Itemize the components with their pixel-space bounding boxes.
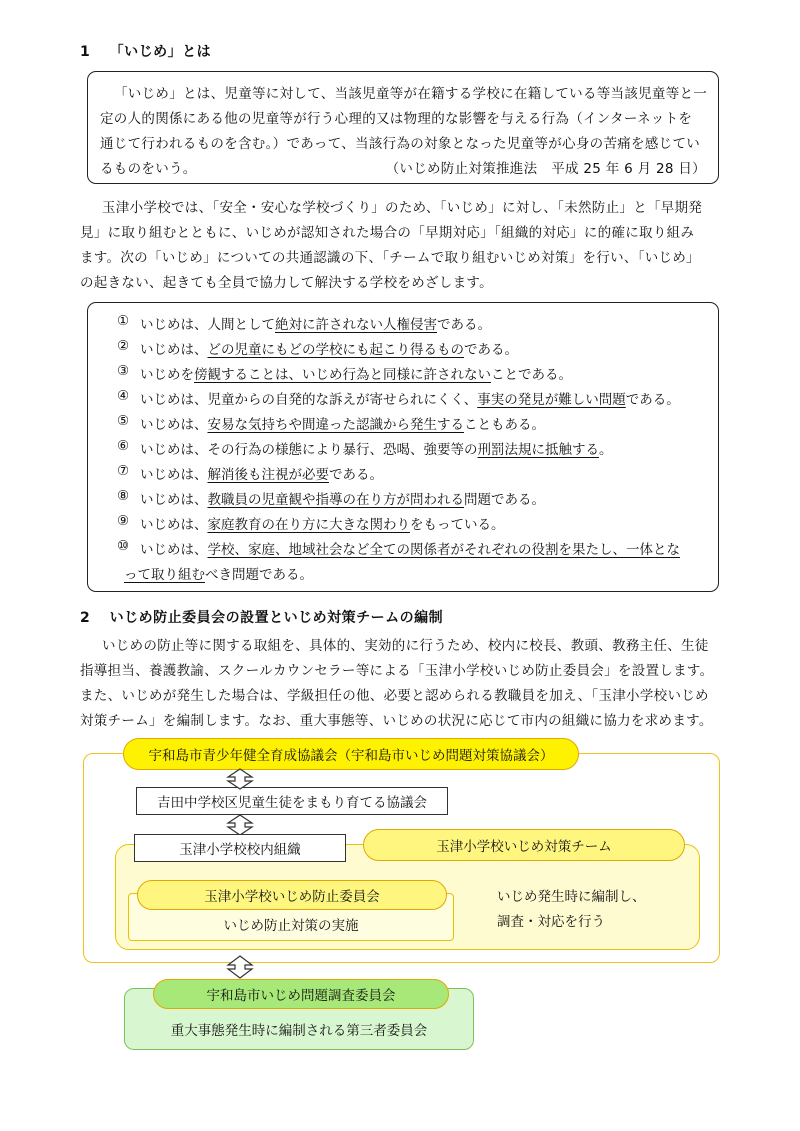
definition-line: 通じて行われるものを含む。）であって、当該行為の対象となった児童等が心身の苦痛を感じてい [100, 136, 701, 152]
item-underline: 解消後も注視が必要 [207, 467, 329, 483]
item-text: いじめは、児童からの自発的な訴えが寄せられにくく、 [140, 392, 478, 408]
item-text: いじめは、 [140, 492, 208, 508]
item-underline: 刑罰法規に抵触する [477, 442, 599, 458]
definition-line: るものをいう。 [100, 161, 197, 177]
item-text: ことである。 [491, 367, 572, 383]
item-number: ② [116, 338, 130, 354]
definition-box [87, 71, 719, 184]
city-committee-note: 重大事態発生時に編制される第三者委員会 [170, 1023, 428, 1039]
section2-line: 対策チーム」を編制します。なお、重大事態等、いじめの状況に応じて市内の組織に協力を求めます。 [80, 713, 713, 729]
item-number: ⑤ [116, 413, 130, 429]
item-text: べき問題である。 [205, 567, 313, 583]
item-number: ⑩ [116, 538, 130, 554]
definition-citation: （いじめ防止対策推進法 平成 25 年 6 月 28 日） [385, 161, 706, 177]
district-council-box: 吉田中学校区児童生徒をまもり育てる協議会 [136, 787, 448, 815]
item-underline: 絶対に許されない人権侵害 [275, 317, 437, 333]
item-text: である。 [329, 467, 383, 483]
intro-line: ます。次の「いじめ」についての共通認識の下、「チームで取り組むいじめ対策」を行い、「いじめ」 [80, 250, 700, 266]
intro-line: 玉津小学校では、「安全・安心な学校づくり」のため、「いじめ」に対し、「未然防止」と「早期発 [102, 200, 703, 216]
item-number: ① [116, 313, 130, 329]
item-text: いじめは、 [140, 342, 208, 358]
item-underline: って取り組む [124, 567, 205, 583]
item-text: いじめは、 [140, 467, 208, 483]
item-text: こともある。 [464, 417, 545, 433]
item-text: いじめは、 [140, 417, 208, 433]
item-text: である。 [464, 342, 518, 358]
team-note: いじめ発生時に編制し、 [497, 889, 646, 905]
item-text: いじめは、 [140, 517, 208, 533]
item-underline: 傍観することは、いじめ行為と同様に許されない [194, 367, 491, 383]
section2-title: いじめ防止委員会の設置といじめ対策チームの編制 [109, 610, 444, 626]
item-underline: 教職員の児童観や指導の在り方が問われる [207, 492, 464, 508]
item-text: である。 [437, 317, 491, 333]
item-text: いじめは、人間として [140, 317, 275, 333]
item-number: ④ [116, 388, 130, 404]
item-number: ⑧ [116, 488, 130, 504]
section1-number: 1 [80, 44, 91, 60]
item-underline: どの児童にもどの学校にも起こり得るもの [207, 342, 464, 358]
definition-line: 定の人的関係にある他の児童等が行う心理的又は物理的な影響を与える行為（インターネットを [100, 111, 693, 127]
item-number: ⑨ [116, 513, 130, 529]
section2-heading [80, 607, 443, 627]
section1-title: 「いじめ」とは [109, 44, 212, 60]
team-pill: 玉津小学校いじめ対策チーム [363, 829, 685, 861]
item-text: いじめは、 [140, 542, 208, 558]
team-note: 調査・対応を行う [497, 914, 605, 930]
double-arrow-icon [222, 768, 258, 790]
committee-pill: 玉津小学校いじめ防止委員会 [137, 880, 447, 910]
section2-line: 指導担当、養護教諭、スクールカウンセラー等による「玉津小学校いじめ防止委員会」を設置します。 [80, 663, 714, 679]
common-understanding-list [87, 302, 719, 592]
double-arrow-icon [222, 814, 258, 836]
item-underline: 家庭教育の在り方に大きな関わり [207, 517, 410, 533]
item-underline: 安易な気持ちや間違った認識から発生する [207, 417, 464, 433]
item-text: をもっている。 [410, 517, 505, 533]
section1-heading [80, 41, 211, 61]
intro-line: 見」に取り組むとともに、いじめが認知された場合の「早期対応」「組織的対応」に的確に取り組み [80, 225, 695, 241]
section2-line: いじめの防止等に関する取組を、具体的、実効的に行うため、校内に校長、教頭、教務主任、生徒 [102, 638, 709, 654]
section2-number: 2 [80, 610, 91, 626]
item-underline: 学校、家庭、地域社会など全ての関係者がそれぞれの役割を果たし、一体とな [207, 542, 680, 558]
school-org-box: 玉津小学校校内組織 [134, 834, 346, 862]
item-text: である。 [625, 392, 680, 408]
double-arrow-icon [222, 955, 258, 979]
item-text: いじめを [140, 367, 194, 383]
item-text: いじめは、その行為の様態により暴行、恐喝、強要等の [140, 442, 478, 458]
item-number: ⑥ [116, 438, 130, 454]
item-number: ③ [116, 363, 130, 379]
intro-line: の起きない、起きても全員で協力して解決する学校をめざします。 [80, 275, 493, 291]
city-committee-pill: 宇和島市いじめ問題調査委員会 [153, 979, 449, 1009]
definition-line: 「いじめ」とは、児童等に対して、当該児童等が在籍する学校に在籍している等当該児童等と一 [114, 86, 708, 102]
committee-task: いじめ防止対策の実施 [223, 918, 359, 934]
item-text: 。 [599, 442, 613, 458]
section2-line: また、いじめが発生した場合は、学級担任の他、必要と認められる教職員を加え、「玉津小学校いじめ [80, 688, 709, 704]
item-text: 問題である。 [464, 492, 545, 508]
item-number: ⑦ [116, 463, 130, 479]
council-pill: 宇和島市青少年健全育成協議会（宇和島市いじめ問題対策協議会） [123, 738, 579, 770]
item-underline: 事実の発見が難しい問題 [477, 392, 626, 408]
